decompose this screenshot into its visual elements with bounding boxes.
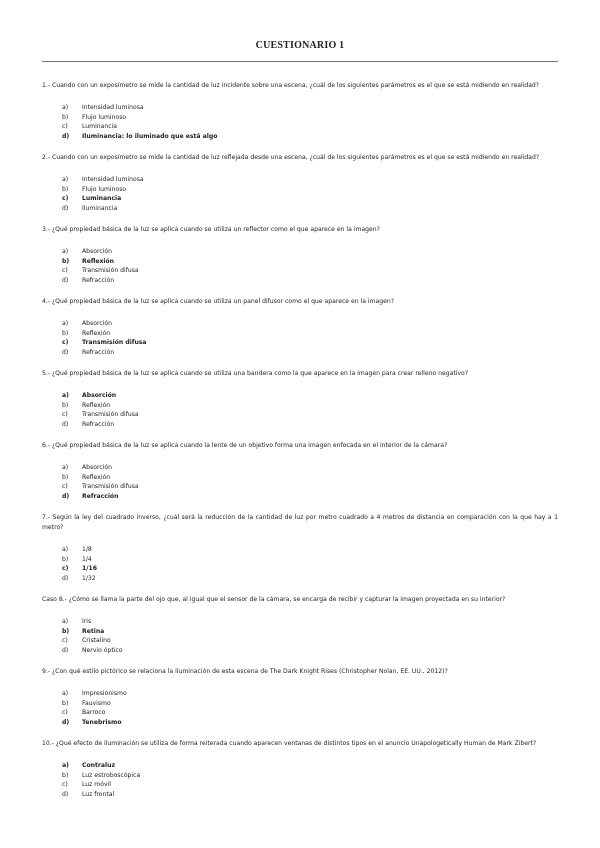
answer-option bbox=[42, 646, 558, 656]
answer-option bbox=[42, 266, 558, 276]
option-text: Refracción bbox=[82, 276, 115, 284]
answer-option bbox=[42, 689, 558, 699]
option-text: Cristalino bbox=[82, 637, 111, 644]
answer-option-correct bbox=[42, 257, 558, 267]
option-letter: d) bbox=[62, 574, 69, 582]
option-letter: a) bbox=[62, 248, 69, 255]
option-letter: c) bbox=[62, 195, 69, 202]
option-text: Contraluz bbox=[82, 762, 116, 769]
option-text: Transmisión difusa bbox=[82, 267, 139, 274]
option-text: Iris bbox=[82, 618, 92, 625]
option-letter: d) bbox=[62, 204, 69, 212]
answer-options bbox=[42, 463, 558, 501]
option-letter: d) bbox=[62, 718, 70, 726]
answer-options bbox=[42, 617, 558, 655]
option-letter: b) bbox=[62, 113, 69, 121]
answer-option bbox=[42, 482, 558, 492]
option-letter: c) bbox=[62, 411, 68, 418]
question-10 bbox=[42, 739, 558, 799]
title-divider bbox=[42, 61, 558, 62]
answer-option-correct bbox=[42, 564, 558, 574]
option-letter: c) bbox=[62, 565, 69, 572]
option-letter: b) bbox=[62, 771, 69, 779]
option-letter: d) bbox=[62, 790, 69, 798]
option-text: Impresionismo bbox=[82, 690, 127, 697]
option-text: Reflexión bbox=[82, 473, 111, 481]
option-letter: c) bbox=[62, 483, 68, 490]
option-text: Intensidad luminosa bbox=[82, 104, 144, 111]
answer-option bbox=[42, 420, 558, 430]
option-letter: d) bbox=[62, 276, 69, 284]
question-text: 4.- ¿Qué propiedad básica de la luz se aplica cuando se utiliza un panel difusor como el que aparece en la imagen? bbox=[42, 298, 394, 305]
question-text: 5.- ¿Qué propiedad básica de la luz se aplica cuando se utiliza una bandera como la que aparece en la imagen para crear relleno negativo? bbox=[42, 370, 468, 377]
option-text: Absorción bbox=[82, 248, 112, 255]
option-letter: d) bbox=[62, 420, 69, 428]
question-8 bbox=[42, 595, 558, 655]
question-9 bbox=[42, 667, 558, 727]
answer-option bbox=[42, 329, 558, 339]
option-text: Absorción bbox=[82, 392, 117, 399]
option-letter: c) bbox=[62, 339, 69, 346]
option-text: Luminancia bbox=[82, 123, 118, 130]
option-letter: a) bbox=[62, 392, 69, 399]
option-text: Refracción bbox=[82, 492, 119, 500]
question-text: 1.- Cuando con un exposímetro se mide la cantidad de luz incidente sobre una escena, ¿cuál de los siguientes parámetros es el que se está midiendo en realidad? bbox=[42, 82, 540, 89]
answer-option bbox=[42, 410, 558, 420]
option-text: Fauvismo bbox=[82, 699, 111, 707]
option-text: Transmisión difusa bbox=[82, 483, 139, 490]
answer-option bbox=[42, 790, 558, 800]
option-text: Luz frontal bbox=[82, 790, 115, 798]
option-letter: a) bbox=[62, 546, 69, 553]
option-letter: d) bbox=[62, 132, 70, 140]
answer-option-correct bbox=[42, 391, 558, 401]
option-text: Transmisión difusa bbox=[82, 411, 139, 418]
option-letter: b) bbox=[62, 401, 69, 409]
option-text: Luminancia bbox=[82, 195, 122, 202]
questions-list bbox=[42, 81, 558, 811]
option-letter: b) bbox=[62, 257, 70, 265]
option-text: Refracción bbox=[82, 420, 115, 428]
answer-option bbox=[42, 555, 558, 565]
answer-option bbox=[42, 185, 558, 195]
question-text: Caso 8.- ¿Cómo se llama la parte del ojo que, al igual que el sensor de la cámara, se encarga de recibir y capturar la imagen proyectada en su interior? bbox=[42, 596, 506, 603]
question-text: 9.- ¿Con qué estilo pictórico se relaciona la iluminación de esta escena de The Dark Knight Rises (Christopher Nolan, EE. UU., 2012)? bbox=[42, 668, 448, 675]
option-letter: b) bbox=[62, 627, 70, 635]
answer-options bbox=[42, 689, 558, 727]
answer-option bbox=[42, 699, 558, 709]
option-letter: c) bbox=[62, 267, 68, 274]
option-letter: b) bbox=[62, 329, 69, 337]
option-letter: b) bbox=[62, 185, 69, 193]
question-text: 7.- Según la ley del cuadrado inverso, ¿cuál será la reducción de la cantidad de luz por metro cuadrado a 4 metros de distancia en comparación con la que hay a 1 metro? bbox=[42, 514, 558, 531]
option-letter: a) bbox=[62, 176, 69, 183]
option-letter: d) bbox=[62, 492, 70, 500]
question-text: 2.- Cuando con un exposímetro se mide la cantidad de luz reflejada desde una escena, ¿cuál de los siguientes parámetros es el que se está midiendo en realidad? bbox=[42, 154, 540, 161]
answer-option bbox=[42, 771, 558, 781]
question-text: 10.- ¿Qué efecto de iluminación se utiliza de forma reiterada cuando aparecen ventanas de distintos tipos en el anuncio Unapologetically Human de Mark Zibert? bbox=[42, 740, 537, 747]
answer-option bbox=[42, 175, 558, 185]
answer-option bbox=[42, 276, 558, 286]
answer-options bbox=[42, 103, 558, 141]
answer-option bbox=[42, 473, 558, 483]
option-text: Iluminancia bbox=[82, 204, 118, 212]
option-letter: b) bbox=[62, 699, 69, 707]
option-text: Flujo luminoso bbox=[82, 113, 127, 121]
answer-option bbox=[42, 463, 558, 473]
answer-option bbox=[42, 574, 558, 584]
option-letter: a) bbox=[62, 762, 69, 769]
option-text: Reflexión bbox=[82, 257, 115, 265]
option-text: 1/16 bbox=[82, 565, 97, 572]
answer-option bbox=[42, 204, 558, 214]
option-text: Luz estroboscópica bbox=[82, 771, 141, 779]
option-text: Refracción bbox=[82, 348, 115, 356]
answer-options bbox=[42, 247, 558, 285]
question-5 bbox=[42, 369, 558, 429]
option-letter: a) bbox=[62, 320, 69, 327]
option-text: Barroco bbox=[82, 709, 106, 716]
option-letter: c) bbox=[62, 637, 68, 644]
option-letter: a) bbox=[62, 690, 69, 697]
answer-option-correct bbox=[42, 718, 558, 728]
option-text: Reflexión bbox=[82, 401, 111, 409]
option-letter: a) bbox=[62, 464, 69, 471]
option-letter: b) bbox=[62, 555, 69, 563]
answer-option-correct bbox=[42, 761, 558, 771]
answer-option-correct bbox=[42, 627, 558, 637]
option-letter: d) bbox=[62, 348, 69, 356]
option-letter: d) bbox=[62, 646, 69, 654]
question-1 bbox=[42, 81, 558, 141]
option-letter: c) bbox=[62, 709, 68, 716]
option-text: Reflexión bbox=[82, 329, 111, 337]
question-text: 3.- ¿Qué propiedad básica de la luz se aplica cuando se utiliza un reflector como el que aparece en la imagen? bbox=[42, 226, 380, 233]
answer-option bbox=[42, 319, 558, 329]
option-text: 1/4 bbox=[82, 555, 92, 563]
question-4 bbox=[42, 297, 558, 357]
answer-options bbox=[42, 319, 558, 357]
option-letter: c) bbox=[62, 123, 68, 130]
option-text: Luz móvil bbox=[82, 781, 111, 788]
option-letter: a) bbox=[62, 104, 69, 111]
question-3 bbox=[42, 225, 558, 285]
option-letter: b) bbox=[62, 473, 69, 481]
answer-option bbox=[42, 113, 558, 123]
answer-option bbox=[42, 636, 558, 646]
page-title: CUESTIONARIO 1 bbox=[255, 40, 345, 51]
option-text: Intensidad luminosa bbox=[82, 176, 144, 183]
option-text: 1/8 bbox=[82, 546, 92, 553]
answer-option bbox=[42, 401, 558, 411]
answer-options bbox=[42, 175, 558, 213]
option-text: Iluminancia: lo iluminado que está algo bbox=[82, 132, 218, 140]
option-letter: a) bbox=[62, 618, 69, 625]
answer-option bbox=[42, 545, 558, 555]
answer-option-correct bbox=[42, 132, 558, 142]
answer-option bbox=[42, 348, 558, 358]
answer-option-correct bbox=[42, 338, 558, 348]
question-2 bbox=[42, 153, 558, 213]
option-text: Nervio óptico bbox=[82, 646, 123, 654]
answer-options bbox=[42, 761, 558, 799]
option-text: Absorción bbox=[82, 320, 112, 327]
answer-option-correct bbox=[42, 194, 558, 204]
option-text: Absorción bbox=[82, 464, 112, 471]
answer-option bbox=[42, 247, 558, 257]
question-7 bbox=[42, 513, 558, 583]
option-text: Flujo luminoso bbox=[82, 185, 127, 193]
answer-option bbox=[42, 617, 558, 627]
answer-option-correct bbox=[42, 492, 558, 502]
answer-options bbox=[42, 391, 558, 429]
option-text: Tenebrismo bbox=[82, 718, 122, 726]
option-letter: c) bbox=[62, 781, 68, 788]
answer-option bbox=[42, 708, 558, 718]
answer-option bbox=[42, 103, 558, 113]
option-text: Transmisión difusa bbox=[82, 339, 147, 346]
answer-option bbox=[42, 122, 558, 132]
question-text: 6.- ¿Qué propiedad básica de la luz se aplica cuando la lente de un objetivo forma una imagen enfocada en el interior de la cámara? bbox=[42, 442, 448, 449]
answer-options bbox=[42, 545, 558, 583]
option-text: 1/32 bbox=[82, 574, 96, 582]
answer-option bbox=[42, 780, 558, 790]
question-6 bbox=[42, 441, 558, 501]
option-text: Retina bbox=[82, 627, 105, 635]
